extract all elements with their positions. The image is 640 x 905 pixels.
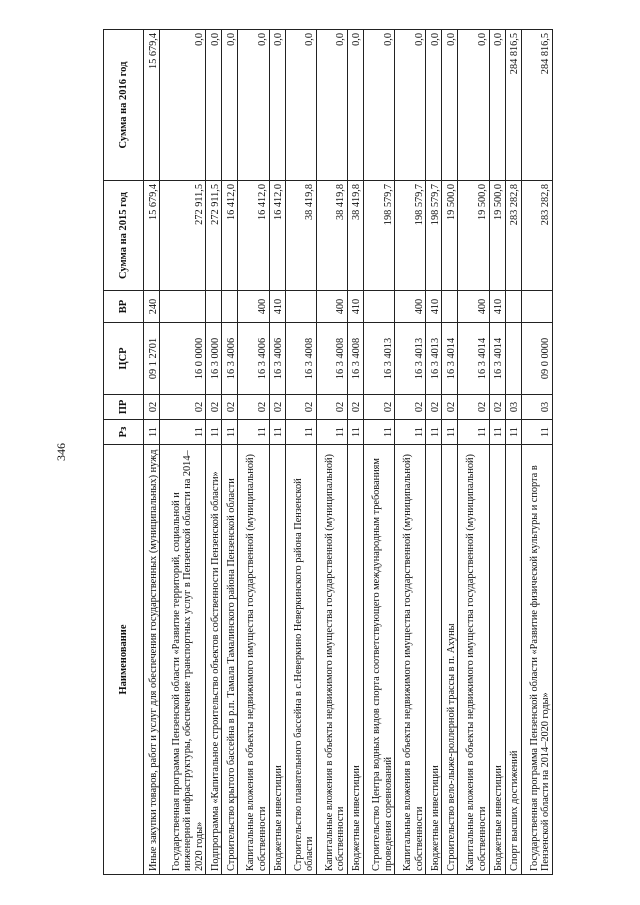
cell-pr: 02: [489, 395, 505, 420]
cell-name: Капитальные вложения в объекты недвижимого имущества государственной (муниципальной) собственности: [238, 445, 269, 875]
cell-sum-2016: 0,0: [458, 30, 489, 181]
cell-sum-2016: 0,0: [489, 30, 505, 181]
header-rz: Рз: [104, 420, 144, 445]
cell-vr: 400: [395, 291, 426, 323]
cell-sum-2015: 38 419,8: [285, 181, 316, 291]
table-header-row: [104, 30, 144, 875]
cell-rz: 11: [458, 420, 489, 445]
cell-rz: 11: [395, 420, 426, 445]
cell-name: Капитальные вложения в объекты недвижимого имущества государственной (муниципальной) собственности: [458, 445, 489, 875]
budget-table: [103, 29, 553, 875]
cell-sum-2016: 0,0: [238, 30, 269, 181]
cell-csr: 16 3 4006: [222, 323, 238, 395]
rotated-page-content: [103, 30, 553, 875]
cell-sum-2016: 15 679,4: [144, 30, 160, 181]
cell-pr: 02: [269, 395, 285, 420]
table-row: [347, 30, 363, 875]
cell-sum-2016: 0,0: [316, 30, 347, 181]
cell-rz: 11: [442, 420, 458, 445]
cell-pr: 02: [238, 395, 269, 420]
cell-sum-2016: 0,0: [160, 30, 206, 181]
header-csr: ЦСР: [104, 323, 144, 395]
cell-sum-2015: 283 282,8: [505, 181, 521, 291]
cell-rz: 11: [316, 420, 347, 445]
table-row: [363, 30, 394, 875]
cell-vr: [206, 291, 222, 323]
cell-sum-2015: 198 579,7: [426, 181, 442, 291]
cell-name: Государственная программа Пензенской области «Развитие физической культуры и спорта в Пензенской области на 2014–2020 годы»: [521, 445, 552, 875]
cell-vr: [442, 291, 458, 323]
cell-name: Строительство плавательного бассейна в с.Неверкино Неверкинского района Пензенской области: [285, 445, 316, 875]
cell-vr: [521, 291, 552, 323]
cell-sum-2015: 198 579,7: [395, 181, 426, 291]
cell-sum-2015: 272 911,5: [206, 181, 222, 291]
cell-rz: 11: [144, 420, 160, 445]
cell-csr: 16 3 4014: [458, 323, 489, 395]
table-row: [269, 30, 285, 875]
cell-vr: [222, 291, 238, 323]
cell-vr: 410: [489, 291, 505, 323]
cell-sum-2016: 0,0: [442, 30, 458, 181]
cell-csr: 16 3 4008: [347, 323, 363, 395]
cell-pr: 02: [395, 395, 426, 420]
cell-name: Спорт высших достижений: [505, 445, 521, 875]
cell-sum-2015: 19 500,0: [489, 181, 505, 291]
table-row: [206, 30, 222, 875]
cell-vr: 240: [144, 291, 160, 323]
cell-name: Бюджетные инвестиции: [426, 445, 442, 875]
cell-sum-2015: 16 412,0: [269, 181, 285, 291]
cell-name: Бюджетные инвестиции: [347, 445, 363, 875]
cell-sum-2015: 19 500,0: [442, 181, 458, 291]
cell-sum-2015: 16 412,0: [222, 181, 238, 291]
cell-name: Капитальные вложения в объекты недвижимого имущества государственной (муниципальной) собственности: [316, 445, 347, 875]
cell-sum-2016: 284 816,5: [505, 30, 521, 181]
cell-pr: 02: [316, 395, 347, 420]
cell-rz: 11: [160, 420, 206, 445]
cell-sum-2015: 19 500,0: [458, 181, 489, 291]
cell-name: Иные закупки товаров, работ и услуг для обеспечения государственных (муниципальных) нужд: [144, 445, 160, 875]
table-row: [222, 30, 238, 875]
cell-sum-2016: 0,0: [269, 30, 285, 181]
header-sum-2015: Сумма на 2015 год: [104, 181, 144, 291]
cell-pr: 02: [426, 395, 442, 420]
cell-sum-2015: 38 419,8: [316, 181, 347, 291]
cell-vr: [285, 291, 316, 323]
cell-csr: 16 3 4006: [238, 323, 269, 395]
cell-vr: 400: [238, 291, 269, 323]
cell-csr: 09 1 2701: [144, 323, 160, 395]
cell-name: Бюджетные инвестиции: [489, 445, 505, 875]
cell-rz: 11: [489, 420, 505, 445]
table-body: [144, 30, 553, 875]
header-name: Наименование: [104, 445, 144, 875]
cell-sum-2016: 284 816,5: [521, 30, 552, 181]
cell-pr: 02: [363, 395, 394, 420]
cell-rz: 11: [269, 420, 285, 445]
cell-vr: 410: [269, 291, 285, 323]
cell-vr: 410: [426, 291, 442, 323]
cell-sum-2015: 283 282,8: [521, 181, 552, 291]
cell-sum-2015: 38 419,8: [347, 181, 363, 291]
cell-csr: 16 3 4013: [363, 323, 394, 395]
cell-vr: [363, 291, 394, 323]
cell-sum-2016: 0,0: [426, 30, 442, 181]
cell-sum-2016: 0,0: [395, 30, 426, 181]
table-row: [160, 30, 206, 875]
cell-rz: 11: [521, 420, 552, 445]
cell-csr: 16 3 4006: [269, 323, 285, 395]
table-row: [521, 30, 552, 875]
cell-name: Бюджетные инвестиции: [269, 445, 285, 875]
cell-pr: 02: [442, 395, 458, 420]
cell-sum-2015: 198 579,7: [363, 181, 394, 291]
cell-pr: 03: [505, 395, 521, 420]
cell-vr: 400: [458, 291, 489, 323]
cell-sum-2016: 0,0: [222, 30, 238, 181]
cell-sum-2015: 272 911,5: [160, 181, 206, 291]
cell-pr: 02: [285, 395, 316, 420]
cell-pr: 02: [458, 395, 489, 420]
table-row: [505, 30, 521, 875]
cell-rz: 11: [222, 420, 238, 445]
cell-csr: 16 3 4013: [395, 323, 426, 395]
table-row: [238, 30, 269, 875]
cell-rz: 11: [238, 420, 269, 445]
cell-pr: 02: [222, 395, 238, 420]
cell-csr: 16 3 4013: [426, 323, 442, 395]
cell-rz: 11: [426, 420, 442, 445]
header-vr: ВР: [104, 291, 144, 323]
cell-csr: [505, 323, 521, 395]
cell-name: Государственная программа Пензенской области «Развитие территорий, социальной и инженерной инфраструктуры, обеспечение транспортных услуг в Пензенской области на 2014–2020 годы»: [160, 445, 206, 875]
table-row: [316, 30, 347, 875]
cell-csr: 16 3 4008: [285, 323, 316, 395]
table-row: [144, 30, 160, 875]
cell-rz: 11: [505, 420, 521, 445]
cell-pr: 02: [144, 395, 160, 420]
cell-rz: 11: [206, 420, 222, 445]
table-row: [285, 30, 316, 875]
cell-name: Строительство Центра водных видов спорта соответствующего международным требованиям проведения соревнований: [363, 445, 394, 875]
cell-csr: 09 0 0000: [521, 323, 552, 395]
cell-vr: [505, 291, 521, 323]
cell-rz: 11: [285, 420, 316, 445]
table-row: [489, 30, 505, 875]
cell-pr: 02: [206, 395, 222, 420]
cell-sum-2016: 0,0: [363, 30, 394, 181]
cell-sum-2015: 15 679,4: [144, 181, 160, 291]
cell-vr: 410: [347, 291, 363, 323]
cell-csr: 16 3 4008: [316, 323, 347, 395]
cell-csr: 16 0 0000: [160, 323, 206, 395]
page-number: 346: [54, 443, 68, 461]
cell-csr: 16 3 4014: [489, 323, 505, 395]
cell-pr: 02: [347, 395, 363, 420]
header-sum-2016: Сумма на 2016 год: [104, 30, 144, 181]
cell-vr: [160, 291, 206, 323]
header-pr: ПР: [104, 395, 144, 420]
table-row: [426, 30, 442, 875]
cell-pr: 02: [160, 395, 206, 420]
cell-rz: 11: [347, 420, 363, 445]
cell-name: Строительство вело-лыже-роллерной трассы в п. Ахуны: [442, 445, 458, 875]
cell-sum-2016: 0,0: [206, 30, 222, 181]
table-row: [458, 30, 489, 875]
cell-vr: 400: [316, 291, 347, 323]
cell-csr: 16 3 0000: [206, 323, 222, 395]
cell-sum-2016: 0,0: [347, 30, 363, 181]
cell-csr: 16 3 4014: [442, 323, 458, 395]
cell-name: Подпрограмма «Капитальное строительство объектов собственности Пензенской области»: [206, 445, 222, 875]
table-row: [442, 30, 458, 875]
cell-pr: 03: [521, 395, 552, 420]
cell-sum-2015: 16 412,0: [238, 181, 269, 291]
cell-name: Капитальные вложения в объекты недвижимого имущества государственной (муниципальной) собственности: [395, 445, 426, 875]
table-row: [395, 30, 426, 875]
cell-rz: 11: [363, 420, 394, 445]
cell-sum-2016: 0,0: [285, 30, 316, 181]
cell-name: Строительство крытого бассейна в р.п. Тамала Тамалинского района Пензенской области: [222, 445, 238, 875]
